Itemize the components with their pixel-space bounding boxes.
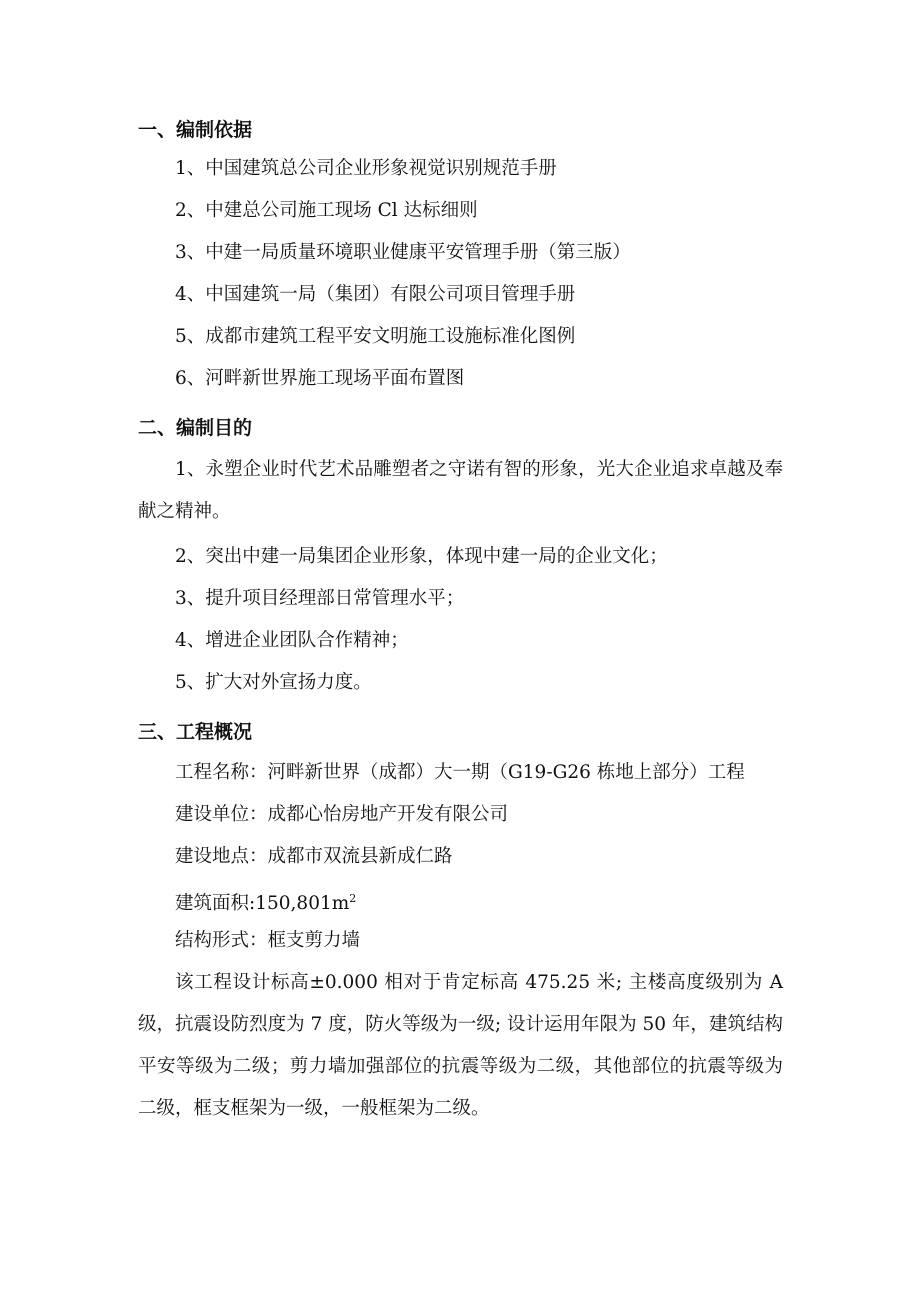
basis-item-2: 2、中建总公司施工现场 Cl 达标细则 <box>175 200 478 221</box>
basis-item-4: 4、中国建筑一局（集团）有限公司项目管理手册 <box>175 284 576 305</box>
purpose-item-2: 2、突出中建一局集团企业形象，体现中建一局的企业文化； <box>175 546 668 567</box>
structure-form: 结构形式：框支剪力墙 <box>175 930 361 951</box>
purpose-item-4: 4、增进企业团队合作精神； <box>175 630 409 651</box>
area-unit-superscript: 2 <box>349 892 357 905</box>
basis-item-1: 1、中国建筑总公司企业形象视觉识别规范手册 <box>175 158 557 179</box>
section-heading-overview: 三、工程概况 <box>138 721 253 743</box>
building-area-value: 建筑面积:150,801m <box>175 893 350 915</box>
building-area <box>175 886 356 917</box>
basis-item-5: 5、成都市建筑工程平安文明施工设施标准化图例 <box>175 326 576 347</box>
basis-item-6: 6、河畔新世界施工现场平面布置图 <box>175 368 465 389</box>
builder-unit: 建设单位：成都心怡房地产开发有限公司 <box>175 804 509 825</box>
project-name: 工程名称：河畔新世界（成都）大一期（G19-G26 栋地上部分）工程 <box>175 762 745 783</box>
section-heading-basis: 一、编制依据 <box>138 119 253 141</box>
build-location: 建设地点：成都市双流县新成仁路 <box>175 846 453 867</box>
project-description: 该工程设计标高±0.000 相对于肯定标高 475.25 米; 主楼高度级别为 A 级，抗震设防烈度为 7 度，防火等级为一级; 设计运用年限为 50 年，建筑结构平安等级为二级；剪力墙加强部位的抗震等级为二级，其他部位的抗震等级为二级，框支框架为一级，一般框架为二级。 <box>138 972 783 1119</box>
purpose-item-5: 5、扩大对外宣扬力度。 <box>175 672 372 693</box>
section-heading-purpose: 二、编制目的 <box>138 417 253 439</box>
basis-item-3: 3、中建一局质量环境职业健康平安管理手册（第三版） <box>175 242 631 263</box>
purpose-item-3: 3、提升项目经理部日常管理水平； <box>175 588 465 609</box>
purpose-item-1: 1、永塑企业时代艺术品雕塑者之守诺有智的形象，光大企业追求卓越及奉献之精神。 <box>138 459 783 522</box>
